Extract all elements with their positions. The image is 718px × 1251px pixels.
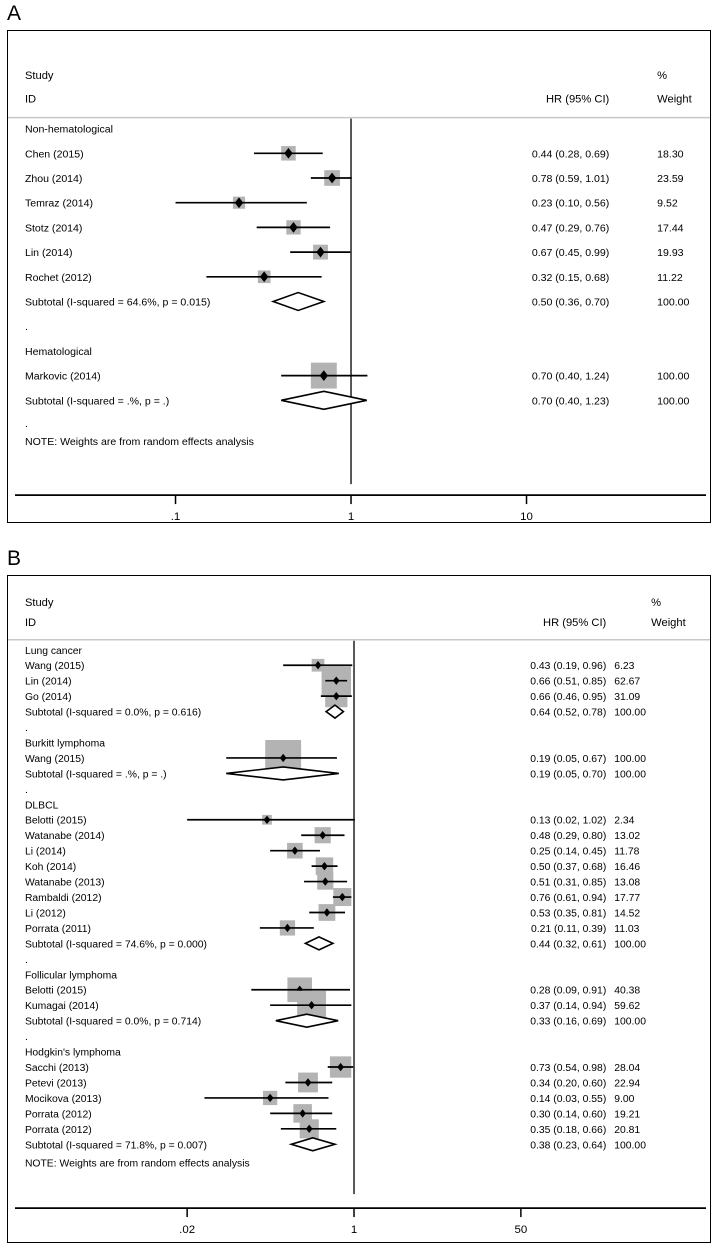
study-weight-value: 11.22 <box>657 271 683 284</box>
panel-b-label: B <box>7 547 22 570</box>
spacer-dot: . <box>24 321 28 334</box>
axis-tick-label: .1 <box>170 511 181 522</box>
study-weight-value: 19.21 <box>614 1109 641 1121</box>
study-label: Kumagai (2014) <box>24 1001 99 1013</box>
header-study: Study <box>24 596 54 609</box>
forest-plot-a-canvas <box>8 31 710 522</box>
study-effect-value: 0.28 (0.09, 0.91) <box>530 985 607 997</box>
study-label: Wang (2015) <box>24 661 85 673</box>
group-label: Hematological <box>24 345 92 358</box>
panel-a-label: A <box>7 2 22 25</box>
study-weight-value: 17.44 <box>657 222 684 235</box>
study-weight-value: 13.02 <box>614 831 641 843</box>
subtotal-diamond <box>273 293 324 311</box>
subtotal-effect-value: 0.50 (0.36, 0.70) <box>531 296 610 309</box>
study-label: Markovic (2014) <box>24 370 101 383</box>
header-hr: HR (95% CI) <box>543 616 607 629</box>
study-weight-value: 13.08 <box>614 877 641 889</box>
study-weight-value: 9.00 <box>614 1093 635 1105</box>
study-effect-value: 0.47 (0.29, 0.76) <box>531 222 610 235</box>
study-label: Mocikova (2013) <box>24 1093 102 1105</box>
study-effect-value: 0.35 (0.18, 0.66) <box>530 1124 607 1136</box>
study-weight-value: 2.34 <box>614 815 635 827</box>
study-weight-value: 18.30 <box>657 148 684 161</box>
study-label: Wang (2015) <box>24 753 85 765</box>
subtotal-effect-value: 0.44 (0.32, 0.61) <box>530 939 607 951</box>
group-label: Burkitt lymphoma <box>24 738 105 750</box>
subtotal-effect-value: 0.70 (0.40, 1.23) <box>531 395 610 408</box>
study-weight-value: 23.59 <box>657 172 684 185</box>
study-label: Rambaldi (2012) <box>24 893 102 905</box>
forest-plot-b-canvas <box>8 576 710 1242</box>
study-label: Rochet (2012) <box>24 271 92 284</box>
study-effect-value: 0.66 (0.51, 0.85) <box>530 676 607 688</box>
subtotal-effect-value: 0.64 (0.52, 0.78) <box>530 707 607 719</box>
study-label: Lin (2014) <box>24 676 72 688</box>
study-weight-value: 31.09 <box>614 692 641 704</box>
subtotal-label: Subtotal (I-squared = 64.6%, p = 0.015) <box>24 296 211 309</box>
subtotal-weight-value: 100.00 <box>657 296 690 309</box>
study-label: Stotz (2014) <box>24 222 83 235</box>
study-weight-value: 19.93 <box>657 247 684 260</box>
axis-tick-label: 1 <box>350 1224 358 1237</box>
subtotal-diamond <box>276 1014 338 1027</box>
study-weight-value: 20.81 <box>614 1124 641 1136</box>
study-label: Lin (2014) <box>24 247 73 260</box>
forest-plot-panel-b <box>7 575 711 1243</box>
study-effect-value: 0.25 (0.14, 0.45) <box>530 846 607 858</box>
study-weight-value: 11.03 <box>614 923 640 935</box>
subtotal-diamond <box>291 1138 335 1151</box>
study-weight-value: 14.52 <box>614 908 641 920</box>
study-effect-value: 0.13 (0.02, 1.02) <box>530 815 607 827</box>
group-label: Hodgkin's lymphoma <box>24 1047 121 1059</box>
study-effect-value: 0.21 (0.11, 0.39) <box>531 923 607 935</box>
header-id: ID <box>24 93 37 106</box>
header-percent: % <box>657 69 668 82</box>
study-effect-value: 0.48 (0.29, 0.80) <box>530 831 607 843</box>
subtotal-weight-value: 100.00 <box>614 1016 646 1028</box>
study-label: Petevi (2013) <box>24 1078 87 1090</box>
axis-tick-label: 50 <box>514 1224 528 1237</box>
study-weight-value: 17.77 <box>614 893 641 905</box>
group-label: Non-hematological <box>24 123 113 136</box>
study-effect-value: 0.44 (0.28, 0.69) <box>531 148 610 161</box>
subtotal-diamond <box>305 937 333 950</box>
group-label: DLBCL <box>24 800 59 812</box>
study-weight-value: 28.04 <box>614 1063 641 1075</box>
subtotal-weight-value: 100.00 <box>614 769 646 781</box>
study-effect-value: 0.51 (0.31, 0.85) <box>530 877 607 889</box>
subtotal-label: Subtotal (I-squared = 0.0%, p = 0.616) <box>24 707 202 719</box>
subtotal-diamond <box>226 767 339 780</box>
header-id: ID <box>24 616 37 629</box>
study-label: Belotti (2015) <box>24 985 87 997</box>
spacer-dot: . <box>24 953 28 966</box>
study-label: Li (2012) <box>24 908 66 920</box>
study-label: Watanabe (2014) <box>24 831 105 843</box>
spacer-dot: . <box>24 1031 28 1044</box>
subtotal-effect-value: 0.38 (0.23, 0.64) <box>530 1140 607 1152</box>
subtotal-weight-value: 100.00 <box>614 707 646 719</box>
study-weight-value: 22.94 <box>614 1078 641 1090</box>
study-effect-value: 0.73 (0.54, 0.98) <box>530 1063 607 1075</box>
subtotal-diamond <box>281 391 367 409</box>
forest-plot-panel-a <box>7 30 711 523</box>
study-label: Li (2014) <box>24 846 66 858</box>
group-label: Lung cancer <box>24 645 82 657</box>
study-effect-value: 0.34 (0.20, 0.60) <box>530 1078 607 1090</box>
subtotal-effect-value: 0.19 (0.05, 0.70) <box>530 769 607 781</box>
axis-tick-label: 10 <box>520 511 533 522</box>
subtotal-label: Subtotal (I-squared = 0.0%, p = 0.714) <box>24 1016 202 1028</box>
subtotal-weight-value: 100.00 <box>614 1140 646 1152</box>
spacer-dot: . <box>24 417 28 430</box>
study-effect-value: 0.76 (0.61, 0.94) <box>530 893 607 905</box>
spacer-dot: . <box>24 722 28 735</box>
weights-note: NOTE: Weights are from random effects analysis <box>24 435 254 448</box>
subtotal-label: Subtotal (I-squared = .%, p = .) <box>24 769 167 781</box>
study-weight-value: 16.46 <box>614 862 641 874</box>
subtotal-weight-value: 100.00 <box>657 395 690 408</box>
study-label: Koh (2014) <box>24 862 77 874</box>
axis-tick-label: .02 <box>179 1224 196 1237</box>
header-study: Study <box>24 69 54 82</box>
study-effect-value: 0.32 (0.15, 0.68) <box>531 271 610 284</box>
study-effect-value: 0.66 (0.46, 0.95) <box>530 692 607 704</box>
study-label: Watanabe (2013) <box>24 877 105 889</box>
study-effect-value: 0.14 (0.03, 0.55) <box>530 1093 607 1105</box>
study-effect-value: 0.70 (0.40, 1.24) <box>531 370 610 383</box>
weights-note: NOTE: Weights are from random effects analysis <box>24 1158 250 1170</box>
study-label: Temraz (2014) <box>24 197 93 210</box>
header-weight: Weight <box>651 616 686 629</box>
study-effect-value: 0.23 (0.10, 0.56) <box>531 197 610 210</box>
header-hr: HR (95% CI) <box>546 93 610 106</box>
study-label: Porrata (2011) <box>24 923 91 935</box>
study-effect-value: 0.37 (0.14, 0.94) <box>530 1001 607 1013</box>
study-weight-value: 100.00 <box>657 370 690 383</box>
study-label: Chen (2015) <box>24 148 84 161</box>
subtotal-weight-value: 100.00 <box>614 939 646 951</box>
subtotal-label: Subtotal (I-squared = 71.8%, p = 0.007) <box>24 1140 207 1152</box>
study-effect-value: 0.50 (0.37, 0.68) <box>530 862 607 874</box>
study-label: Porrata (2012) <box>24 1124 92 1136</box>
subtotal-effect-value: 0.33 (0.16, 0.69) <box>530 1016 607 1028</box>
header-percent: % <box>651 596 662 609</box>
group-label: Follicular lymphoma <box>24 970 118 982</box>
subtotal-label: Subtotal (I-squared = .%, p = .) <box>24 395 170 408</box>
study-effect-value: 0.19 (0.05, 0.67) <box>530 753 607 765</box>
study-weight-value: 11.78 <box>614 846 640 858</box>
study-weight-value: 59.62 <box>614 1001 641 1013</box>
study-label: Porrata (2012) <box>24 1109 92 1121</box>
study-weight-value: 6.23 <box>614 661 635 673</box>
axis-tick-label: 1 <box>347 511 355 522</box>
study-effect-value: 0.67 (0.45, 0.99) <box>531 247 610 260</box>
study-effect-value: 0.78 (0.59, 1.01) <box>531 172 610 185</box>
spacer-dot: . <box>24 783 28 796</box>
study-effect-value: 0.30 (0.14, 0.60) <box>530 1109 607 1121</box>
study-label: Belotti (2015) <box>24 815 87 827</box>
study-label: Go (2014) <box>24 692 72 704</box>
study-label: Zhou (2014) <box>24 172 83 185</box>
study-effect-value: 0.43 (0.19, 0.96) <box>530 661 607 673</box>
study-weight-value: 62.67 <box>614 676 641 688</box>
study-effect-value: 0.53 (0.35, 0.81) <box>530 908 607 920</box>
subtotal-label: Subtotal (I-squared = 74.6%, p = 0.000) <box>24 939 207 951</box>
study-weight-value: 40.38 <box>614 985 641 997</box>
study-weight-value: 100.00 <box>614 753 646 765</box>
study-weight-value: 9.52 <box>657 197 678 210</box>
header-weight: Weight <box>657 93 692 106</box>
study-label: Sacchi (2013) <box>24 1063 89 1075</box>
